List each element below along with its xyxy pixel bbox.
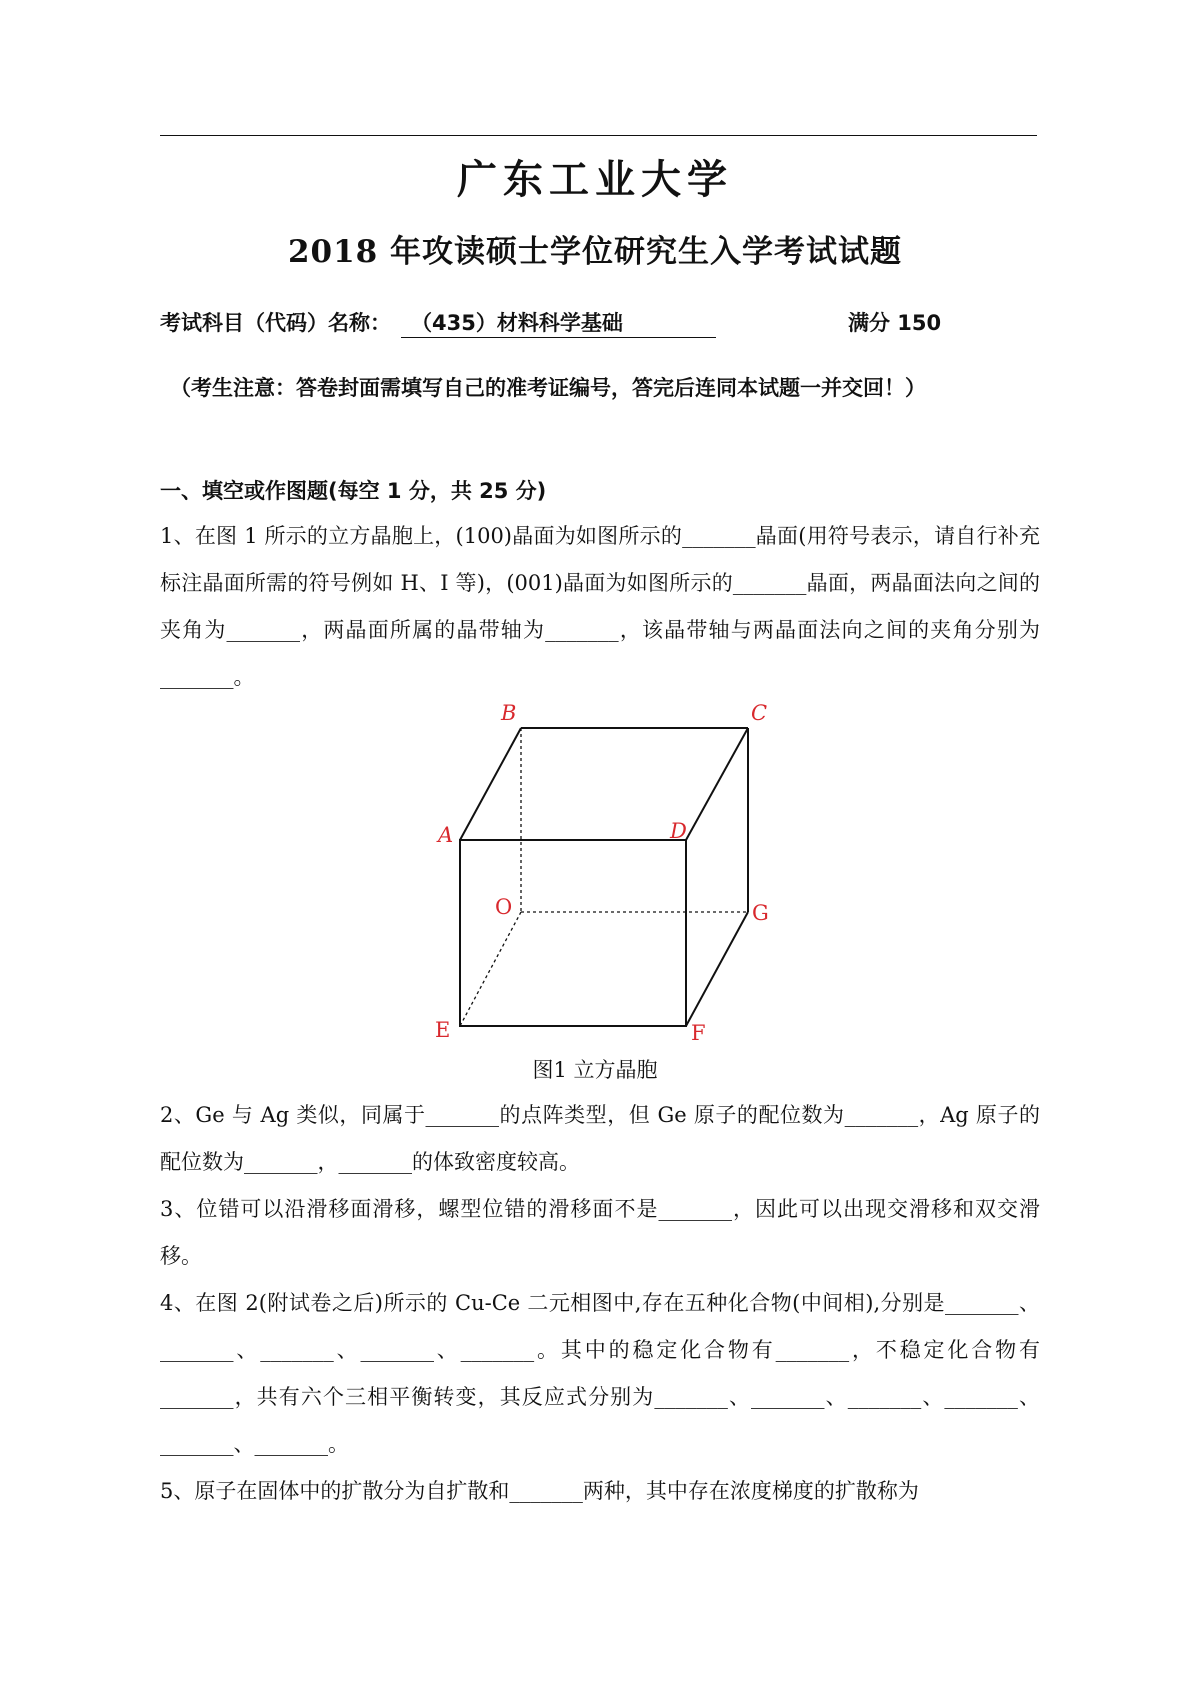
subject-value: （435）材料科学基础 [401, 307, 716, 338]
vertex-label-F: F [691, 1021, 706, 1045]
edge-O-E [460, 912, 521, 1026]
front-face [460, 840, 686, 1026]
vertex-label-A: A [438, 823, 454, 847]
vertex-label-B: B [501, 701, 517, 725]
edge-A-B [460, 728, 521, 840]
edge-C-D [686, 728, 748, 840]
vertex-label-E: E [435, 1018, 451, 1042]
candidate-notice: （考生注意：答卷封面需填写自己的准考证编号，答完后连同本试题一并交回！） [170, 376, 926, 400]
university-title: 广东工业大学 [457, 156, 733, 203]
edge-G-F [686, 912, 748, 1026]
full-score: 满分 150 [848, 311, 942, 335]
subject-label: 考试科目（代码）名称： [160, 311, 391, 335]
question-1: 1、在图 1 所示的立方晶胞上，(100)晶面为如图所示的_______晶面(用符号表示，请自行补充标注晶面所需的符号例如 H、I 等)，(001)晶面为如图所示的_______晶面，两晶面法向之间的夹角为_______，两晶面所属的晶带轴为_______，该晶带轴与两晶面法向之间的夹角分别为_______。 [160, 524, 1040, 689]
question-4: 4、在图 2(附试卷之后)所示的 Cu-Ce 二元相图中,存在五种化合物(中间相),分别是_______、_______、_______、_______、_______。其中的稳定化合物有_______，不稳定化合物有_______，共有六个三相平衡转变，其反应式分别为_______、_______、_______、_______、_______、_______。 [160, 1291, 1040, 1456]
vertex-label-D: D [670, 819, 687, 843]
vertex-label-G: G [752, 901, 769, 925]
figure-caption: 图1 立方晶胞 [532, 1058, 658, 1082]
question-2: 2、Ge 与 Ag 类似，同属于_______的点阵类型，但 Ge 原子的配位数为_______，Ag 原子的配位数为_______，_______的体致密度较高。 [160, 1103, 1040, 1174]
vertex-label-C: C [751, 701, 768, 725]
exam-title: 2018 年攻读硕士学位研究生入学考试试题 [287, 234, 903, 270]
vertex-label-O: O [495, 895, 513, 919]
question-5: 5、原子在固体中的扩散分为自扩散和_______两种，其中存在浓度梯度的扩散称为 [160, 1479, 919, 1503]
section-title: 一、填空或作图题(每空 1 分，共 25 分) [160, 479, 547, 503]
question-3: 3、位错可以沿滑移面滑移，螺型位错的滑移面不是_______，因此可以出现交滑移和双交滑移。 [160, 1197, 1040, 1268]
